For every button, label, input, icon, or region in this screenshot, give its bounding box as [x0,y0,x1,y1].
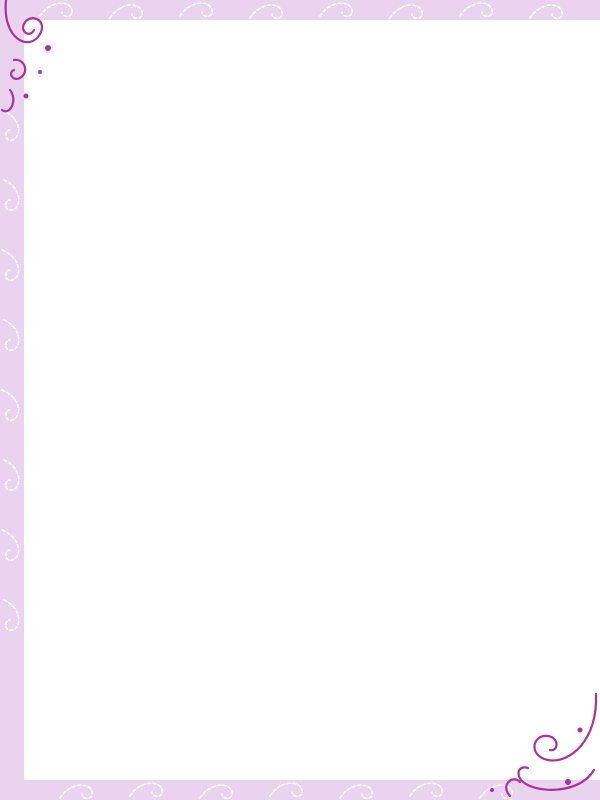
corner-ornament-top-left [0,0,70,140]
corner-ornament-bottom-right [470,690,600,800]
page-sheet [24,20,600,780]
